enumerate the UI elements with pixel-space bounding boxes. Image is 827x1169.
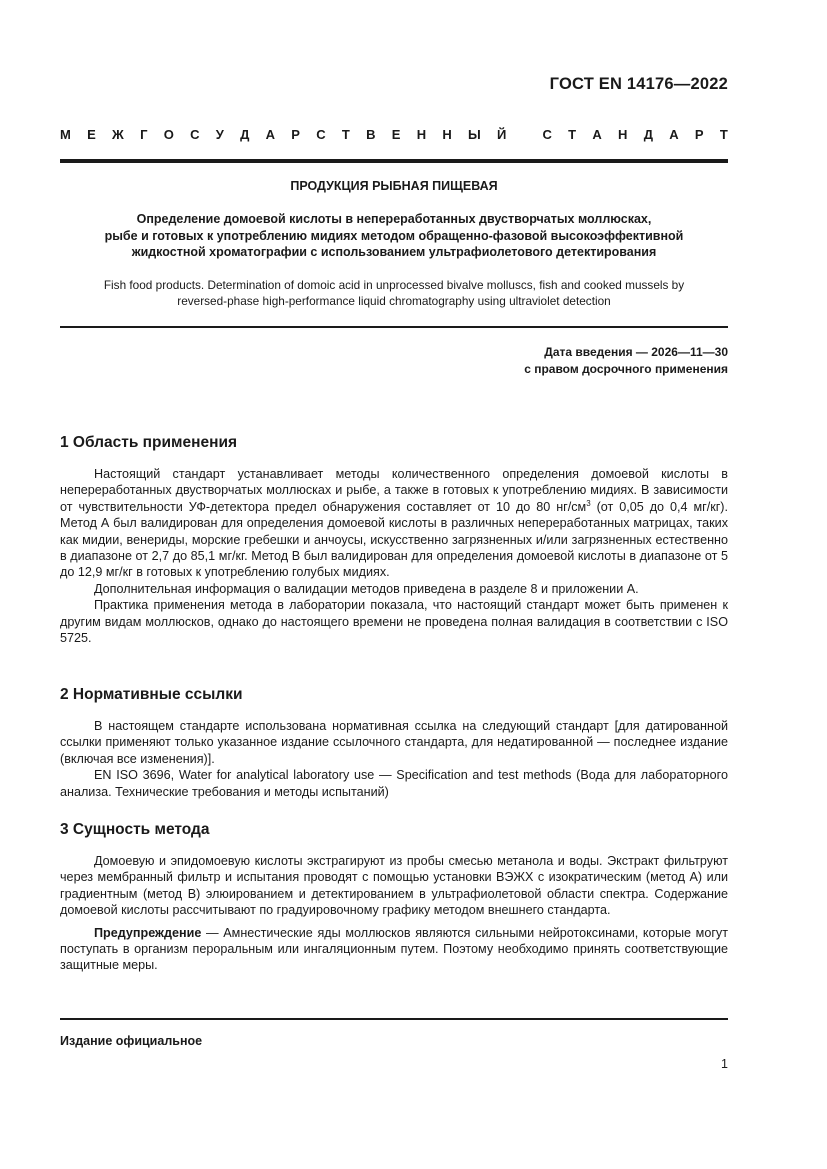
introduction-date-line: Дата введения — 2026—11—30 [544, 345, 728, 359]
section-heading: 2 Нормативные ссылки [60, 686, 243, 703]
banner-letter: А [592, 127, 602, 142]
section-heading: 3 Сущность метода [60, 821, 210, 838]
banner-letter: В [366, 127, 376, 142]
section-method-principle [60, 821, 728, 974]
paragraph-text: (от 0,05 до 0,4 мг/кг). Метод А был валидирован для определения домоевой кислоты в различных непереработанных матрицах, таких как мидии, венериды, морские гребешки и анчоусы, искусственно загрязненных и/или загрязненных естественно в диапазоне от 2,7 до 85,1 мг/кг. Метод В был валидирован для определения домоевой кислоты в диапазоне от 5 до 12,9 мг/кг в готовых к употреблению голубых мидиях. [60, 499, 728, 580]
banner-letter: О [163, 127, 174, 142]
banner-letter: Е [391, 127, 401, 142]
banner-letter: Р [694, 127, 704, 142]
paragraph: Дополнительная информация о валидации методов приведена в разделе 8 и приложении А. [94, 581, 639, 596]
english-title-line: Fish food products. Determination of domoic acid in unprocessed bivalve molluscs, fish and cooked mussels by [103, 278, 685, 292]
introduction-date [524, 344, 728, 377]
warning-label: Предупреждение [94, 925, 202, 940]
paragraph [60, 466, 728, 581]
banner-letter: А [265, 127, 276, 142]
banner-letter: С [316, 127, 326, 142]
banner-letter: С [190, 127, 200, 142]
section-scope [60, 434, 728, 646]
english-title [60, 277, 728, 309]
russian-title-line: жидкостной хроматографии с использованием ультрафиолетового детектирования [131, 245, 657, 259]
interstate-standard-banner [60, 127, 728, 142]
banner-letter: Й [497, 127, 507, 142]
banner-letter: Ж [112, 127, 124, 142]
paragraph: EN ISO 3696, Water for analytical laboratory use — Specification and test methods (Вода для лабораторного анализа. Технические требования и методы испытаний) [60, 768, 728, 799]
banner-letter: У [215, 127, 224, 142]
banner-letter: Д [643, 127, 653, 142]
product-title: ПРОДУКЦИЯ РЫБНАЯ ПИЩЕВАЯ [290, 179, 498, 193]
banner-gap [523, 127, 527, 142]
standard-code: ГОСТ EN 14176—2022 [549, 75, 728, 93]
banner-letter: А [669, 127, 679, 142]
warning-paragraph [60, 925, 728, 974]
paragraph: В настоящем стандарте использована нормативная ссылка на следующий стандарт [для датированной ссылки применяют только указанное издание ссылочного стандарта, для недатированной — последнее издание (включая все изменения)]. [60, 719, 728, 766]
banner-letter: Н [618, 127, 628, 142]
page-number: 1 [721, 1057, 728, 1071]
paragraph: Практика применения метода в лаборатории показала, что настоящий стандарт может быть применен к другим видам моллюсков, однако до настоящего времени не проведена полная валидация в соответствии с ISO 5725. [60, 598, 728, 646]
russian-title-line: рыбе и готовых к употреблению мидиях методом обращенно-фазовой высокоэффективной [104, 228, 684, 243]
warning-text: — Амнестические яды моллюсков являются сильными нейротоксинами, которые могут поступать в организм пероральным или ингаляционным путем. Поэтому необходимо принять соответствующие защитные меры. [60, 925, 728, 973]
banner-letter: С [542, 127, 552, 142]
banner-letter: Н [416, 127, 427, 142]
banner-letter: Е [87, 127, 96, 142]
footer-divider [60, 1018, 728, 1020]
banner-letter: М [60, 127, 71, 142]
banner-letter: Н [442, 127, 452, 142]
section-normative-references [60, 686, 728, 800]
early-application-note: с правом досрочного применения [524, 361, 728, 376]
banner-letter: Д [240, 127, 250, 142]
english-title-line: reversed-phase high-performance liquid chromatography using ultraviolet detection [177, 294, 611, 308]
paragraph-text: Настоящий стандарт устанавливает методы количественного определения домоевой кислоты в непереработанных двустворчатых моллюсках и рыбе, а также в готовых к употреблению мидиях. В зависимости от чувствительности УФ-детектора предел обнаружения составляет от 10 до 80 нг/см [60, 467, 728, 514]
superscript: 3 [586, 498, 591, 508]
banner-letter: Т [719, 127, 728, 142]
russian-title [60, 211, 728, 261]
official-edition-label: Издание официальное [60, 1034, 203, 1048]
banner-letter: Ы [468, 127, 481, 142]
banner-letter: Т [341, 127, 350, 142]
paragraph: Домоевую и эпидомоевую кислоты экстрагируют из пробы смесью метанола и воды. Экстракт фильтруют через мембранный фильтр и испытания проводят с помощью установки ВЭЖХ с изократическим (метод А) или градиентным (метод В) элюированием и детектированием в ультрафиолетовой области спектра. Содержание домоевой кислоты рассчитывают по градуировочному графику методом внешнего стандарта. [60, 854, 728, 918]
banner-letter: Т [568, 127, 577, 142]
banner-letter: Г [140, 127, 148, 142]
banner-letter: Р [291, 127, 300, 142]
section-heading: 1 Область применения [60, 434, 238, 451]
title-divider [60, 326, 728, 328]
header-divider [60, 159, 728, 163]
russian-title-line: Определение домоевой кислоты в непереработанных двустворчатых моллюсках, [136, 212, 652, 226]
